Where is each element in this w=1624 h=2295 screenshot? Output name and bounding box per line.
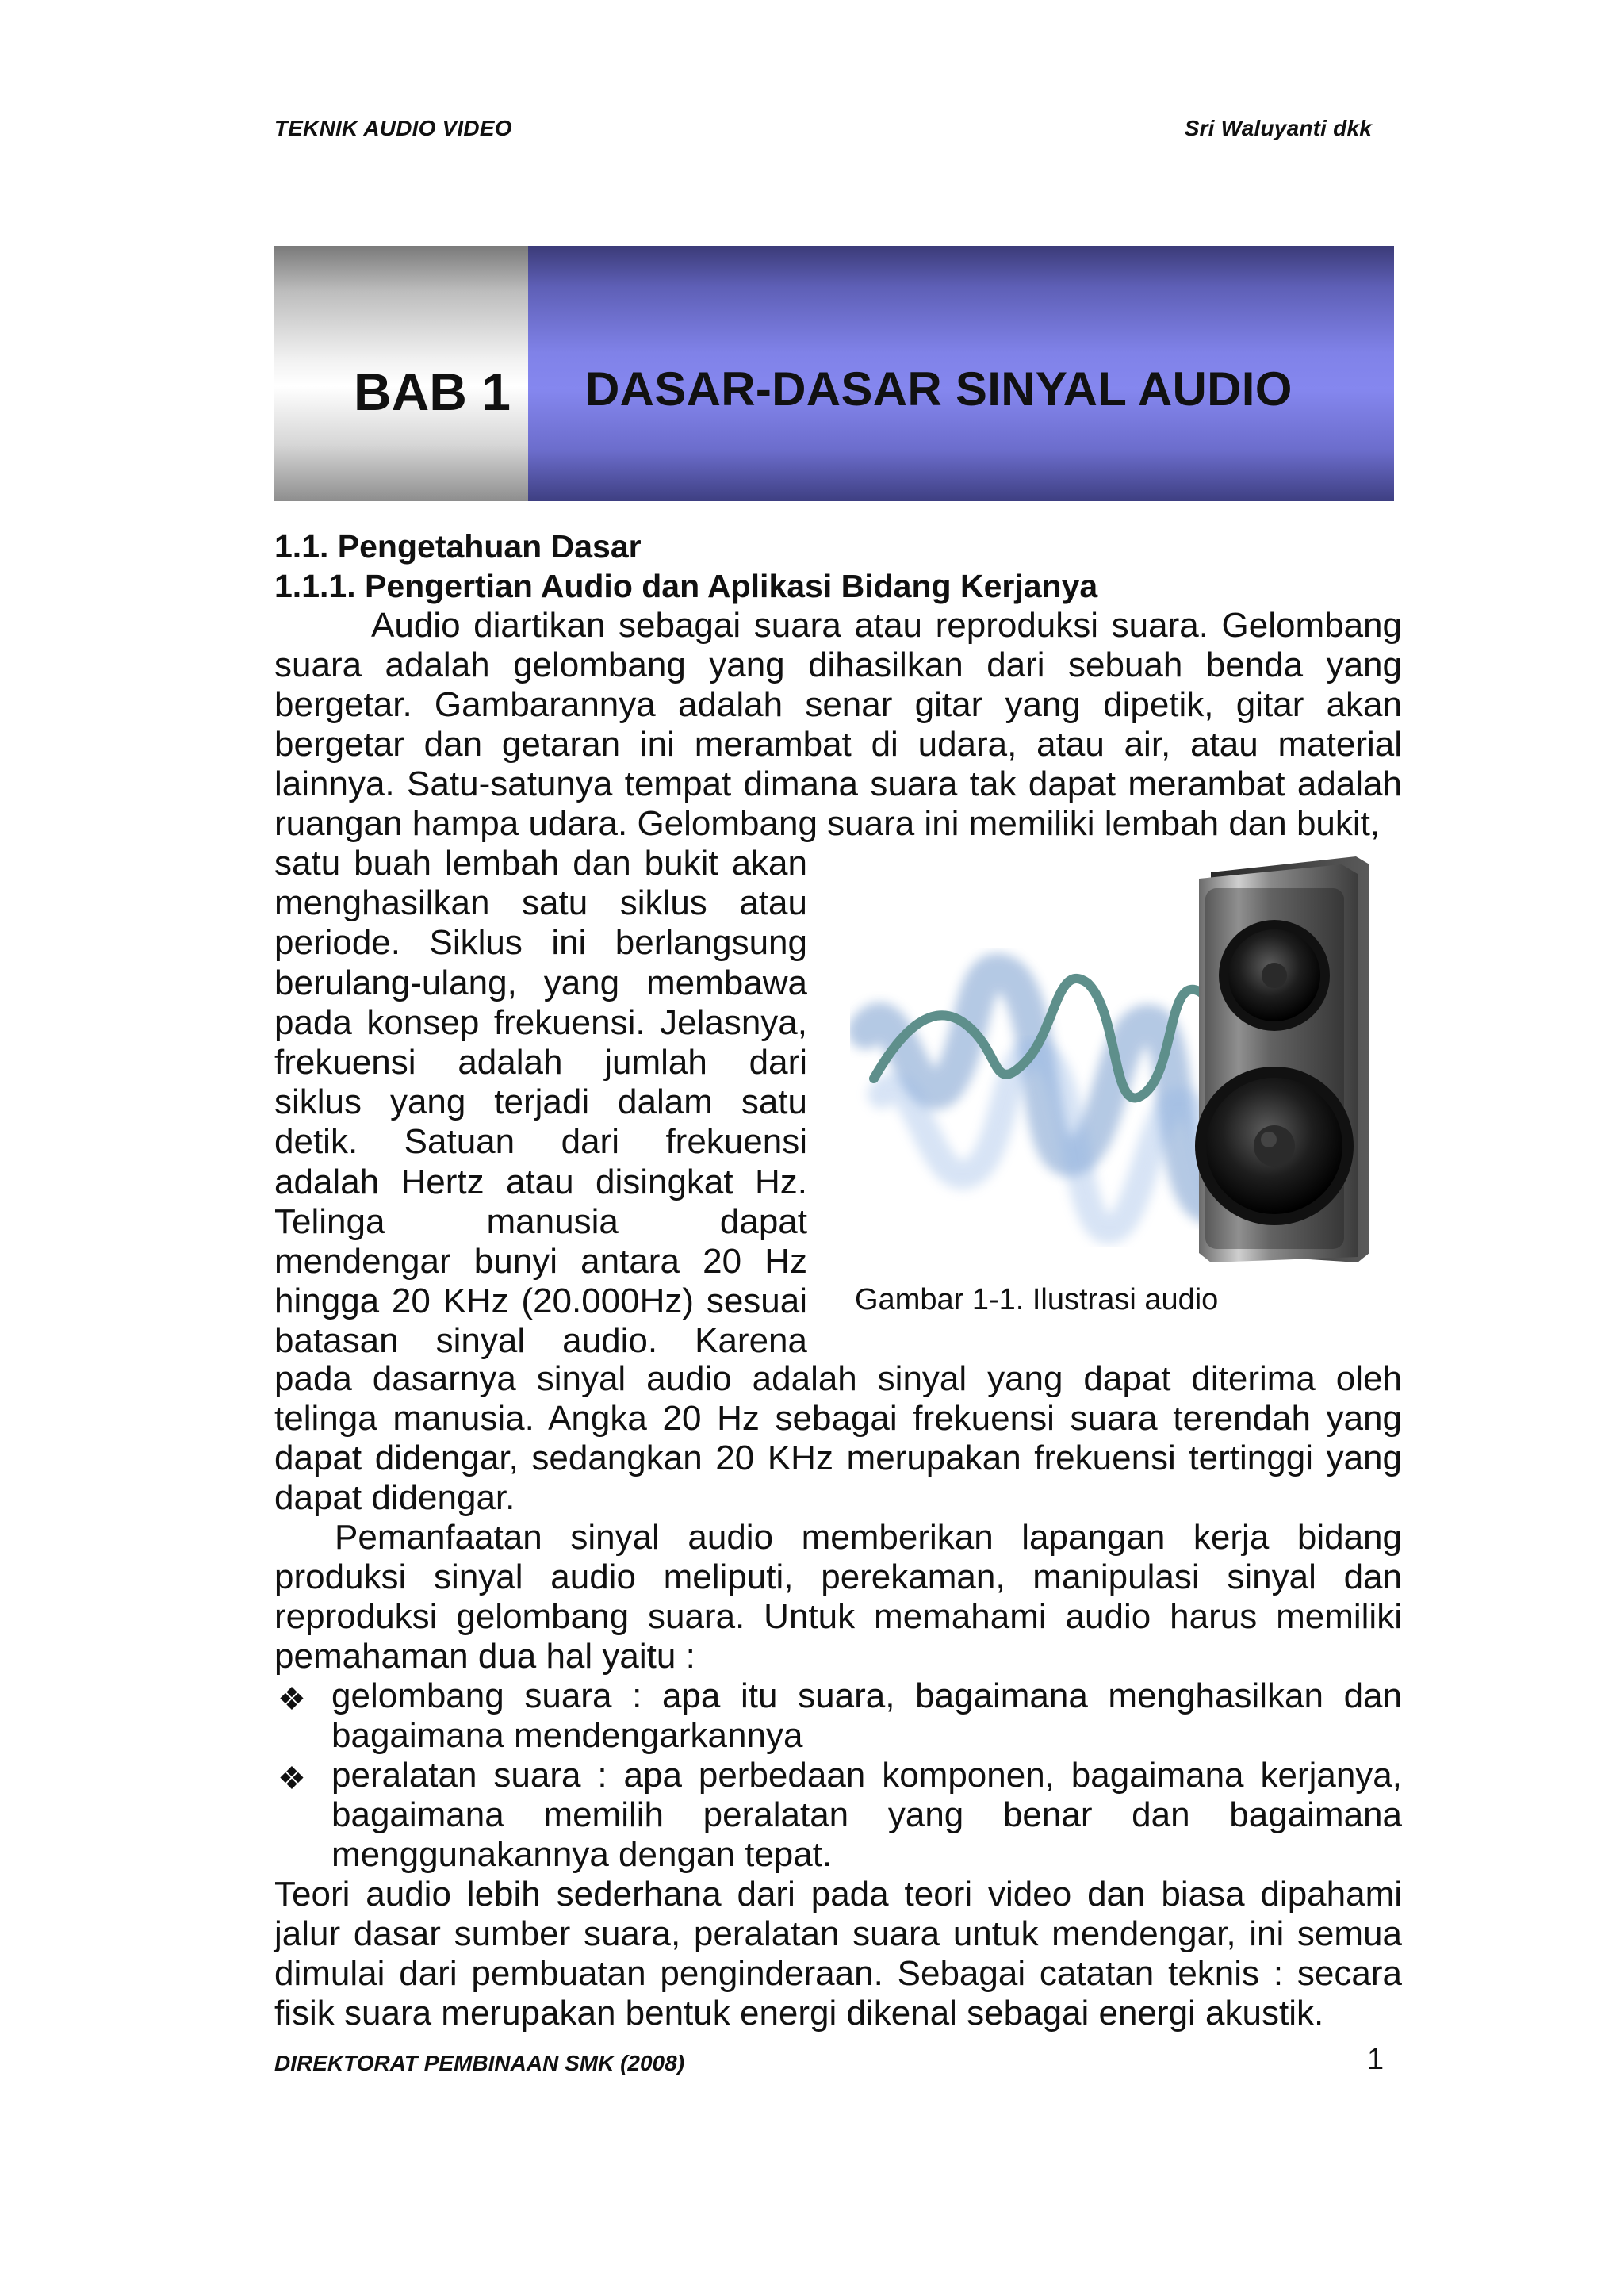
speaker-icon (1195, 856, 1369, 1262)
paragraph-3: Teori audio lebih sederhana dari pada teori video dan biasa dipahami jalur dasar sumber suara, peralatan suara untuk mendengar, ini semua dimulai dari pembuatan penginderaan. Sebagai catatan teknis : secara fisik suara merupakan bentuk energi dikenal sebagai energi akustik. (274, 1875, 1402, 2033)
paragraph-1: Audio diartikan sebagai suara atau reproduksi suara. Gelombang suara adalah gelombang yang dihasilkan dari sebuah benda yang bergetar. Gambarannya adalah senar gitar yang dipetik, gitar akan bergetar dan getaran ini merambat di udara, atau air, atau material lainnya. Satu-satunya tempat dimana suara tak dapat merambat adalah ruangan hampa udara. Gelombang suara ini memiliki lembah dan bukit, (274, 606, 1402, 843)
header-title: TEKNIK AUDIO VIDEO (274, 116, 512, 140)
wrapped-line: Telinga manusia dapat (274, 1201, 807, 1241)
wrapped-line: hingga 20 KHz (20.000Hz) sesuai (274, 1282, 807, 1321)
audio-illustration (850, 856, 1397, 1316)
list-item-text: gelombang suara : apa itu suara, bagaimana menghasilkan dan bagaimana mendengarkannya (331, 1676, 1402, 1755)
wrapped-text-column (274, 844, 807, 1362)
header-authors: Sri Waluyanti dkk (1184, 116, 1372, 140)
wrapped-line: detik. Satuan dari frekuensi (274, 1122, 807, 1162)
chapter-number: BAB 1 (353, 362, 511, 421)
diamond-bullet-icon: ❖ (278, 1761, 306, 1796)
wrapped-line: satu buah lembah dan bukit akan (274, 844, 807, 883)
section-intro (274, 527, 1402, 844)
chapter-banner-label-panel (274, 246, 528, 501)
section-heading: 1.1. Pengetahuan Dasar (274, 528, 642, 565)
wrapped-line: mendengar bunyi antara 20 Hz (274, 1242, 807, 1282)
wrapped-line: siklus yang terjadi dalam satu (274, 1082, 807, 1122)
wrapped-line: menghasilkan satu siklus atau (274, 883, 807, 923)
wrapped-line: adalah Hertz atau disingkat Hz. (274, 1162, 807, 1201)
wrapped-line: frekuensi adalah jumlah dari (274, 1043, 807, 1082)
wrapped-line: berulang-ulang, yang membawa (274, 963, 807, 1002)
wrapped-line: periode. Siklus ini berlangsung (274, 923, 807, 963)
footer-publisher: DIREKTORAT PEMBINAAN SMK (2008) (274, 2051, 685, 2075)
list-item-text: peralatan suara : apa perbedaan komponen, bagaimana kerjanya, bagaimana memilih peralatan yang benar dan bagaimana menggunakannya dengan tepat. (331, 1756, 1402, 1874)
page-number: 1 (1367, 2043, 1385, 2076)
list-item (274, 1676, 1402, 1756)
subsection-heading: 1.1.1. Pengertian Audio dan Aplikasi Bidang Kerjanya (274, 568, 1098, 604)
wrapped-line: batasan sinyal audio. Karena (274, 1321, 807, 1361)
chapter-title: DASAR-DASAR SINYAL AUDIO (585, 362, 1293, 416)
running-header (274, 116, 1372, 141)
diamond-bullet-icon: ❖ (278, 1682, 306, 1717)
paragraph-2: Pemanfaatan sinyal audio memberikan lapangan kerja bidang produksi sinyal audio meliputi, perekaman, manipulasi sinyal dan reproduksi gelombang suara. Untuk memahami audio harus memiliki pemahaman dua hal yaitu : (274, 1518, 1402, 1676)
wrapped-line: pada konsep frekuensi. Jelasnya, (274, 1002, 807, 1042)
chapter-banner-title-panel (528, 246, 1394, 501)
wrapped-paragraph (274, 844, 807, 1362)
figure-caption: Gambar 1-1. Ilustrasi audio (855, 1283, 1219, 1316)
chapter-banner (274, 246, 1394, 501)
paragraph-1-continued: pada dasarnya sinyal audio adalah sinyal yang dapat diterima oleh telinga manusia. Angka 20 Hz sebagai frekuensi suara terendah yang dapat didengar, sedangkan 20 KHz merupakan frekuensi tertinggi yang dapat didengar. (274, 1359, 1402, 1517)
list-item (274, 1756, 1402, 1875)
bullet-list (274, 1676, 1402, 1875)
section-body (274, 1359, 1402, 2033)
